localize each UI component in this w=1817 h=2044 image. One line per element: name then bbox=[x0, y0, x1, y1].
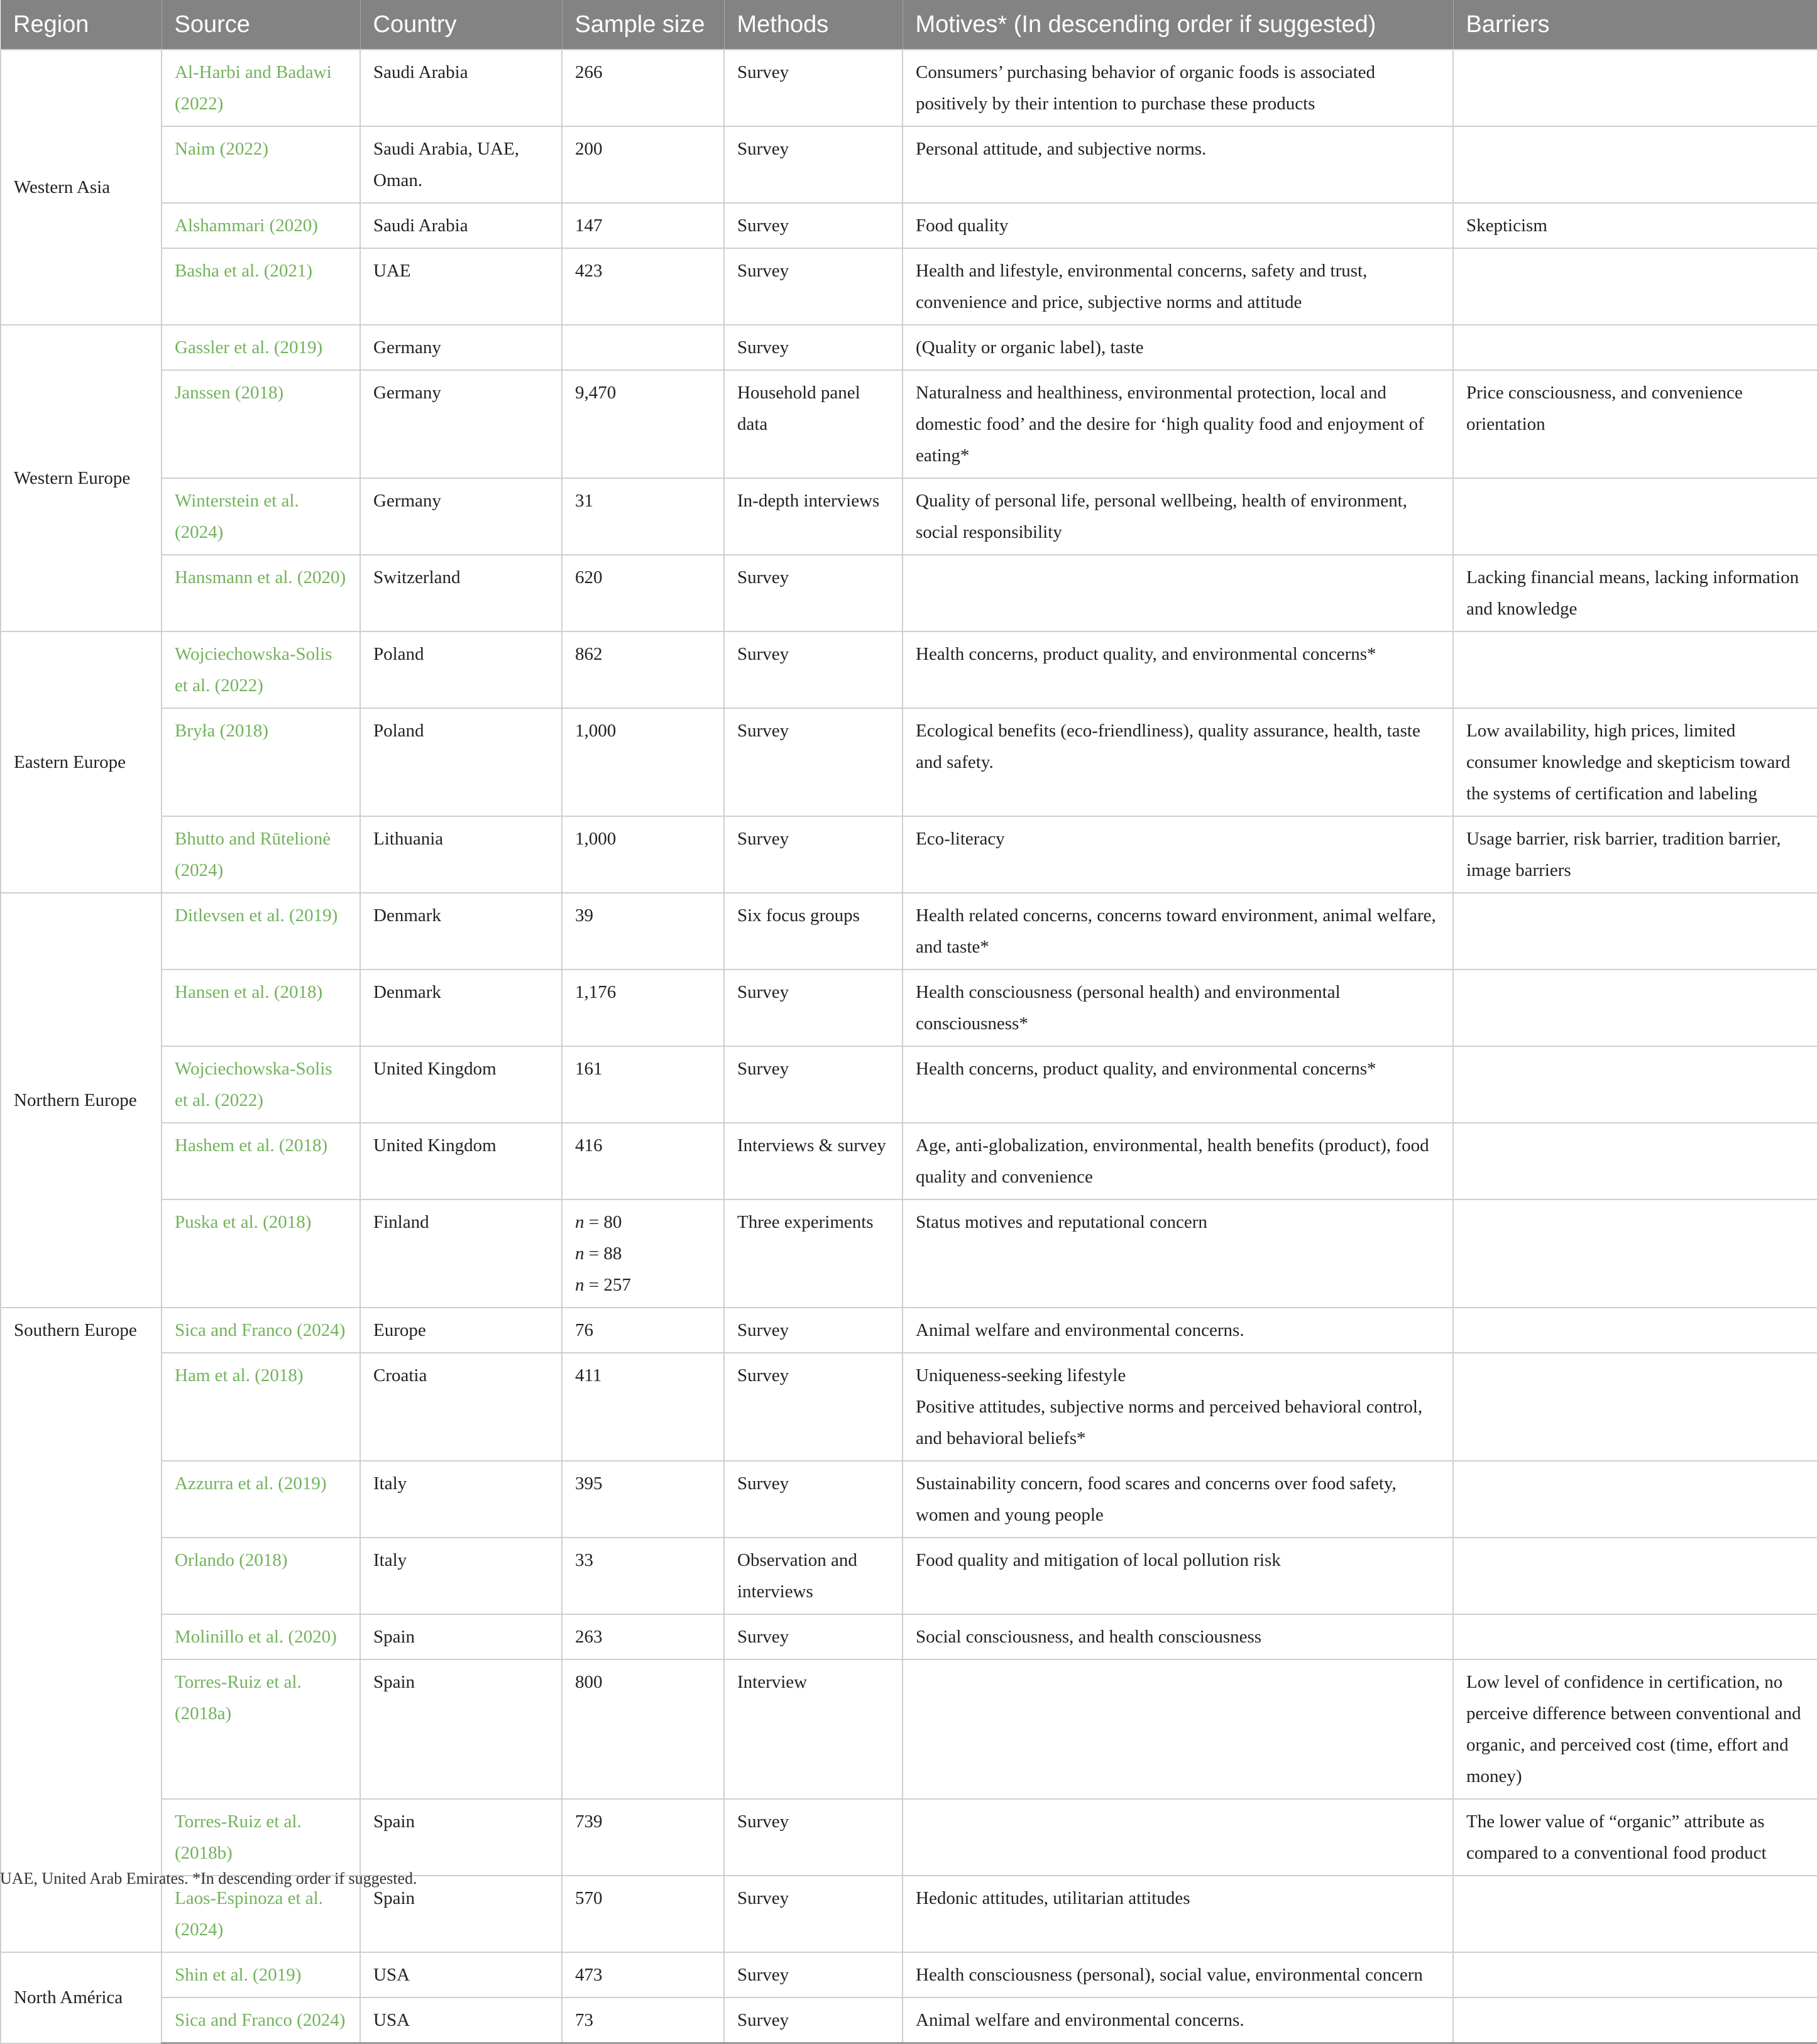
motives-cell bbox=[903, 555, 1453, 631]
methods-cell: Survey bbox=[724, 1353, 903, 1461]
motives-cell: Eco-literacy bbox=[903, 816, 1453, 893]
table-row bbox=[1, 1046, 1817, 1123]
sample-size-value: 620 bbox=[575, 567, 603, 588]
sample-size-value: 33 bbox=[575, 1550, 593, 1570]
methods-cell: Survey bbox=[724, 816, 903, 893]
sample-size-value: 200 bbox=[575, 139, 603, 159]
table-row bbox=[1, 1538, 1817, 1614]
sample-size-cell bbox=[562, 248, 724, 325]
sample-size-value: 473 bbox=[575, 1965, 603, 1985]
barriers-cell bbox=[1453, 631, 1817, 708]
source-cell: Gassler et al. (2019) bbox=[162, 325, 360, 370]
methods-cell: Survey bbox=[724, 631, 903, 708]
header-sample-size: Sample size bbox=[562, 0, 724, 50]
methods-cell: Survey bbox=[724, 555, 903, 631]
table-row bbox=[1, 1123, 1817, 1200]
sample-size-cell bbox=[562, 1998, 724, 2043]
barriers-cell: Usage barrier, risk barrier, tradition barrier, image barriers bbox=[1453, 816, 1817, 893]
motives-cell: Personal attitude, and subjective norms. bbox=[903, 126, 1453, 203]
country-cell: Spain bbox=[360, 1876, 562, 1952]
source-cell: Wojciechowska-Solis et al. (2022) bbox=[162, 631, 360, 708]
motives-cell bbox=[903, 1659, 1453, 1799]
sample-size-value: 416 bbox=[575, 1135, 603, 1156]
methods-cell: Survey bbox=[724, 1461, 903, 1538]
header-source: Source bbox=[162, 0, 360, 50]
sample-size-cell bbox=[562, 708, 724, 816]
country-cell: Saudi Arabia, UAE, Oman. bbox=[360, 126, 562, 203]
header-row bbox=[1, 0, 1817, 50]
barriers-cell bbox=[1453, 1614, 1817, 1659]
source-cell: Ham et al. (2018) bbox=[162, 1353, 360, 1461]
table-row bbox=[1, 50, 1817, 126]
source-cell: Laos-Espinoza et al. (2024) bbox=[162, 1876, 360, 1952]
header-barriers: Barriers bbox=[1453, 0, 1817, 50]
barriers-cell bbox=[1453, 1046, 1817, 1123]
methods-cell: Survey bbox=[724, 1799, 903, 1876]
sample-size-cell bbox=[562, 631, 724, 708]
sample-size-value: 73 bbox=[575, 2010, 593, 2030]
sample-size-cell bbox=[562, 1353, 724, 1461]
country-cell: Italy bbox=[360, 1538, 562, 1614]
motives-cell: Health consciousness (personal health) and environmental consciousness* bbox=[903, 970, 1453, 1046]
sample-size-value: 423 bbox=[575, 261, 603, 281]
methods-cell: Survey bbox=[724, 1308, 903, 1353]
table-header bbox=[1, 0, 1817, 50]
sample-size-value: 266 bbox=[575, 62, 603, 82]
barriers-cell: Price consciousness, and convenience orientation bbox=[1453, 370, 1817, 478]
barriers-cell bbox=[1453, 1200, 1817, 1308]
source-cell: Bhutto and Rūtelionė (2024) bbox=[162, 816, 360, 893]
table-row bbox=[1, 1614, 1817, 1659]
sample-size-value: n = 257 bbox=[575, 1275, 631, 1295]
sample-size-cell bbox=[562, 1200, 724, 1308]
methods-cell: In-depth interviews bbox=[724, 478, 903, 555]
table-row bbox=[1, 478, 1817, 555]
table-row bbox=[1, 1308, 1817, 1353]
methods-cell: Six focus groups bbox=[724, 893, 903, 970]
country-cell: Saudi Arabia bbox=[360, 203, 562, 248]
source-cell: Azzurra et al. (2019) bbox=[162, 1461, 360, 1538]
motives-cell: Quality of personal life, personal wellbeing, health of environment, social responsibility bbox=[903, 478, 1453, 555]
country-cell: Germany bbox=[360, 325, 562, 370]
table-row bbox=[1, 1461, 1817, 1538]
header-motives: Motives* (In descending order if suggested) bbox=[903, 0, 1453, 50]
country-cell: USA bbox=[360, 1952, 562, 1998]
country-cell: Finland bbox=[360, 1200, 562, 1308]
region-cell: North América bbox=[1, 1952, 162, 2043]
barriers-cell: The lower value of “organic” attribute as compared to a conventional food product bbox=[1453, 1799, 1817, 1876]
country-cell: Lithuania bbox=[360, 816, 562, 893]
table-row bbox=[1, 631, 1817, 708]
barriers-cell: Lacking financial means, lacking information and knowledge bbox=[1453, 555, 1817, 631]
sample-size-value: 9,470 bbox=[575, 383, 617, 403]
motives-cell: Food quality bbox=[903, 203, 1453, 248]
source-cell: Al-Harbi and Badawi (2022) bbox=[162, 50, 360, 126]
region-cell: Western Europe bbox=[1, 325, 162, 631]
motives-cell: Health and lifestyle, environmental concerns, safety and trust, convenience and price, subjective norms and attitude bbox=[903, 248, 1453, 325]
methods-cell: Household panel data bbox=[724, 370, 903, 478]
methods-cell: Survey bbox=[724, 126, 903, 203]
sample-size-value: 161 bbox=[575, 1059, 603, 1079]
sample-size-cell bbox=[562, 478, 724, 555]
barriers-cell bbox=[1453, 478, 1817, 555]
country-cell: Germany bbox=[360, 370, 562, 478]
barriers-cell bbox=[1453, 126, 1817, 203]
sample-size-value: 1,000 bbox=[575, 829, 617, 849]
table-row bbox=[1, 203, 1817, 248]
motives-cell: Consumers’ purchasing behavior of organic foods is associated positively by their intention to purchase these products bbox=[903, 50, 1453, 126]
barriers-cell: Low availability, high prices, limited consumer knowledge and skepticism toward the systems of certification and labeling bbox=[1453, 708, 1817, 816]
sample-size-cell bbox=[562, 126, 724, 203]
table-row bbox=[1, 1659, 1817, 1799]
country-cell: Denmark bbox=[360, 893, 562, 970]
source-cell: Shin et al. (2019) bbox=[162, 1952, 360, 1998]
methods-cell: Interview bbox=[724, 1659, 903, 1799]
source-cell: Wojciechowska-Solis et al. (2022) bbox=[162, 1046, 360, 1123]
table-row bbox=[1, 126, 1817, 203]
motives-cell: Animal welfare and environmental concerns. bbox=[903, 1998, 1453, 2043]
source-cell: Naim (2022) bbox=[162, 126, 360, 203]
table-footnote: UAE, United Arab Emirates. *In descending order if suggested. bbox=[0, 1869, 417, 1888]
motives-cell: Age, anti-globalization, environmental, health benefits (product), food quality and convenience bbox=[903, 1123, 1453, 1200]
sample-size-cell bbox=[562, 1046, 724, 1123]
sample-size-cell bbox=[562, 816, 724, 893]
methods-cell: Survey bbox=[724, 1614, 903, 1659]
country-cell: Saudi Arabia bbox=[360, 50, 562, 126]
table-row bbox=[1, 325, 1817, 370]
methods-cell: Survey bbox=[724, 50, 903, 126]
barriers-cell bbox=[1453, 1538, 1817, 1614]
sample-size-value: 31 bbox=[575, 491, 593, 511]
motives-cell: Ecological benefits (eco-friendliness), quality assurance, health, taste and safety. bbox=[903, 708, 1453, 816]
sample-size-value: 39 bbox=[575, 905, 593, 926]
table-row bbox=[1, 1952, 1817, 1998]
table-row bbox=[1, 708, 1817, 816]
table-row bbox=[1, 970, 1817, 1046]
source-cell: Ditlevsen et al. (2019) bbox=[162, 893, 360, 970]
source-cell: Janssen (2018) bbox=[162, 370, 360, 478]
source-cell: Alshammari (2020) bbox=[162, 203, 360, 248]
methods-cell: Survey bbox=[724, 1046, 903, 1123]
motives-cell: Health concerns, product quality, and environmental concerns* bbox=[903, 631, 1453, 708]
sample-size-value: 1,176 bbox=[575, 982, 617, 1002]
sample-size-cell bbox=[562, 50, 724, 126]
sample-size-value: 411 bbox=[575, 1365, 602, 1385]
table-row bbox=[1, 816, 1817, 893]
barriers-cell bbox=[1453, 893, 1817, 970]
table-row bbox=[1, 555, 1817, 631]
sample-size-cell bbox=[562, 1799, 724, 1876]
methods-cell: Survey bbox=[724, 248, 903, 325]
sample-size-value: n = 88 bbox=[575, 1243, 622, 1264]
motives-cell: Uniqueness-seeking lifestyle Positive attitudes, subjective norms and perceived behavioral control, and behavioral beliefs* bbox=[903, 1353, 1453, 1461]
sample-size-value: 263 bbox=[575, 1627, 603, 1647]
source-cell: Sica and Franco (2024) bbox=[162, 1308, 360, 1353]
motives-cell: Animal welfare and environmental concerns. bbox=[903, 1308, 1453, 1353]
table-row bbox=[1, 1799, 1817, 1876]
country-cell: Croatia bbox=[360, 1353, 562, 1461]
source-cell: Hashem et al. (2018) bbox=[162, 1123, 360, 1200]
barriers-cell bbox=[1453, 325, 1817, 370]
table-row bbox=[1, 248, 1817, 325]
motives-cell: Status motives and reputational concern bbox=[903, 1200, 1453, 1308]
sample-size-value: 862 bbox=[575, 644, 603, 664]
country-cell: Switzerland bbox=[360, 555, 562, 631]
motives-cell: Naturalness and healthiness, environmental protection, local and domestic food’ and the desire for ‘high quality food and enjoyment of eating* bbox=[903, 370, 1453, 478]
sample-size-cell bbox=[562, 1952, 724, 1998]
motives-cell: Hedonic attitudes, utilitarian attitudes bbox=[903, 1876, 1453, 1952]
table-row bbox=[1, 893, 1817, 970]
source-cell: Torres-Ruiz et al. (2018b) bbox=[162, 1799, 360, 1876]
source-cell: Winterstein et al. (2024) bbox=[162, 478, 360, 555]
motives-cell: Social consciousness, and health consciousness bbox=[903, 1614, 1453, 1659]
country-cell: Italy bbox=[360, 1461, 562, 1538]
motives-cell: Health consciousness (personal), social value, environmental concern bbox=[903, 1952, 1453, 1998]
sample-size-value: n = 80 bbox=[575, 1212, 622, 1232]
header-country: Country bbox=[360, 0, 562, 50]
source-cell: Orlando (2018) bbox=[162, 1538, 360, 1614]
country-cell: Poland bbox=[360, 631, 562, 708]
source-cell: Puska et al. (2018) bbox=[162, 1200, 360, 1308]
source-cell: Hansen et al. (2018) bbox=[162, 970, 360, 1046]
sample-size-cell bbox=[562, 1614, 724, 1659]
barriers-cell bbox=[1453, 1308, 1817, 1353]
sample-size-cell bbox=[562, 1461, 724, 1538]
motives-cell: Health concerns, product quality, and environmental concerns* bbox=[903, 1046, 1453, 1123]
country-cell: Spain bbox=[360, 1614, 562, 1659]
sample-size-cell bbox=[562, 1123, 724, 1200]
methods-cell: Survey bbox=[724, 1876, 903, 1952]
country-cell: Europe bbox=[360, 1308, 562, 1353]
country-cell: Poland bbox=[360, 708, 562, 816]
motives-cell: (Quality or organic label), taste bbox=[903, 325, 1453, 370]
barriers-cell bbox=[1453, 1353, 1817, 1461]
sample-size-cell bbox=[562, 970, 724, 1046]
sample-size-cell bbox=[562, 370, 724, 478]
source-cell: Hansmann et al. (2020) bbox=[162, 555, 360, 631]
barriers-cell bbox=[1453, 50, 1817, 126]
methods-cell: Survey bbox=[724, 1952, 903, 1998]
methods-cell: Survey bbox=[724, 970, 903, 1046]
barriers-cell bbox=[1453, 248, 1817, 325]
region-cell: Western Asia bbox=[1, 50, 162, 325]
region-cell: Eastern Europe bbox=[1, 631, 162, 893]
methods-cell: Three experiments bbox=[724, 1200, 903, 1308]
sample-size-cell bbox=[562, 555, 724, 631]
source-cell: Basha et al. (2021) bbox=[162, 248, 360, 325]
table-body bbox=[1, 50, 1817, 2043]
barriers-cell: Skepticism bbox=[1453, 203, 1817, 248]
barriers-cell bbox=[1453, 1998, 1817, 2043]
barriers-cell bbox=[1453, 970, 1817, 1046]
country-cell: Germany bbox=[360, 478, 562, 555]
sample-size-value: 395 bbox=[575, 1473, 603, 1494]
methods-cell: Survey bbox=[724, 1998, 903, 2043]
source-cell: Sica and Franco (2024) bbox=[162, 1998, 360, 2043]
source-cell: Bryła (2018) bbox=[162, 708, 360, 816]
sample-size-cell bbox=[562, 893, 724, 970]
country-cell: Denmark bbox=[360, 970, 562, 1046]
table-row bbox=[1, 1998, 1817, 2043]
barriers-cell bbox=[1453, 1952, 1817, 1998]
methods-cell: Survey bbox=[724, 203, 903, 248]
barriers-cell bbox=[1453, 1461, 1817, 1538]
sample-size-value: 739 bbox=[575, 1812, 603, 1832]
barriers-cell bbox=[1453, 1876, 1817, 1952]
sample-size-value: 76 bbox=[575, 1320, 593, 1340]
table-row bbox=[1, 370, 1817, 478]
header-methods: Methods bbox=[724, 0, 903, 50]
sample-size-cell bbox=[562, 1876, 724, 1952]
country-cell: United Kingdom bbox=[360, 1123, 562, 1200]
source-cell: Molinillo et al. (2020) bbox=[162, 1614, 360, 1659]
methods-cell: Observation and interviews bbox=[724, 1538, 903, 1614]
sample-size-value: 147 bbox=[575, 216, 603, 236]
region-cell: Northern Europe bbox=[1, 893, 162, 1308]
methods-cell: Interviews & survey bbox=[724, 1123, 903, 1200]
sample-size-cell bbox=[562, 1659, 724, 1799]
table-row bbox=[1, 1200, 1817, 1308]
table-row bbox=[1, 1353, 1817, 1461]
motives-cell: Sustainability concern, food scares and concerns over food safety, women and young people bbox=[903, 1461, 1453, 1538]
sample-size-cell bbox=[562, 1538, 724, 1614]
methods-cell: Survey bbox=[724, 325, 903, 370]
country-cell: USA bbox=[360, 1998, 562, 2043]
motives-cell: Food quality and mitigation of local pollution risk bbox=[903, 1538, 1453, 1614]
motives-cell: Health related concerns, concerns toward environment, animal welfare, and taste* bbox=[903, 893, 1453, 970]
barriers-cell: Low level of confidence in certification, no perceive difference between conventional and organic, and perceived cost (time, effort and money) bbox=[1453, 1659, 1817, 1799]
methods-cell: Survey bbox=[724, 708, 903, 816]
region-cell: Southern Europe bbox=[1, 1308, 162, 1952]
barriers-cell bbox=[1453, 1123, 1817, 1200]
country-cell: Spain bbox=[360, 1659, 562, 1799]
country-cell: UAE bbox=[360, 248, 562, 325]
sample-size-cell bbox=[562, 1308, 724, 1353]
header-region: Region bbox=[1, 0, 162, 50]
source-cell: Torres-Ruiz et al. (2018a) bbox=[162, 1659, 360, 1799]
sample-size-cell bbox=[562, 203, 724, 248]
sample-size-value: 1,000 bbox=[575, 721, 617, 741]
sample-size-value: 570 bbox=[575, 1888, 603, 1908]
motives-cell bbox=[903, 1799, 1453, 1876]
sample-size-cell bbox=[562, 325, 724, 370]
country-cell: Spain bbox=[360, 1799, 562, 1876]
country-cell: United Kingdom bbox=[360, 1046, 562, 1123]
sample-size-value: 800 bbox=[575, 1672, 603, 1692]
